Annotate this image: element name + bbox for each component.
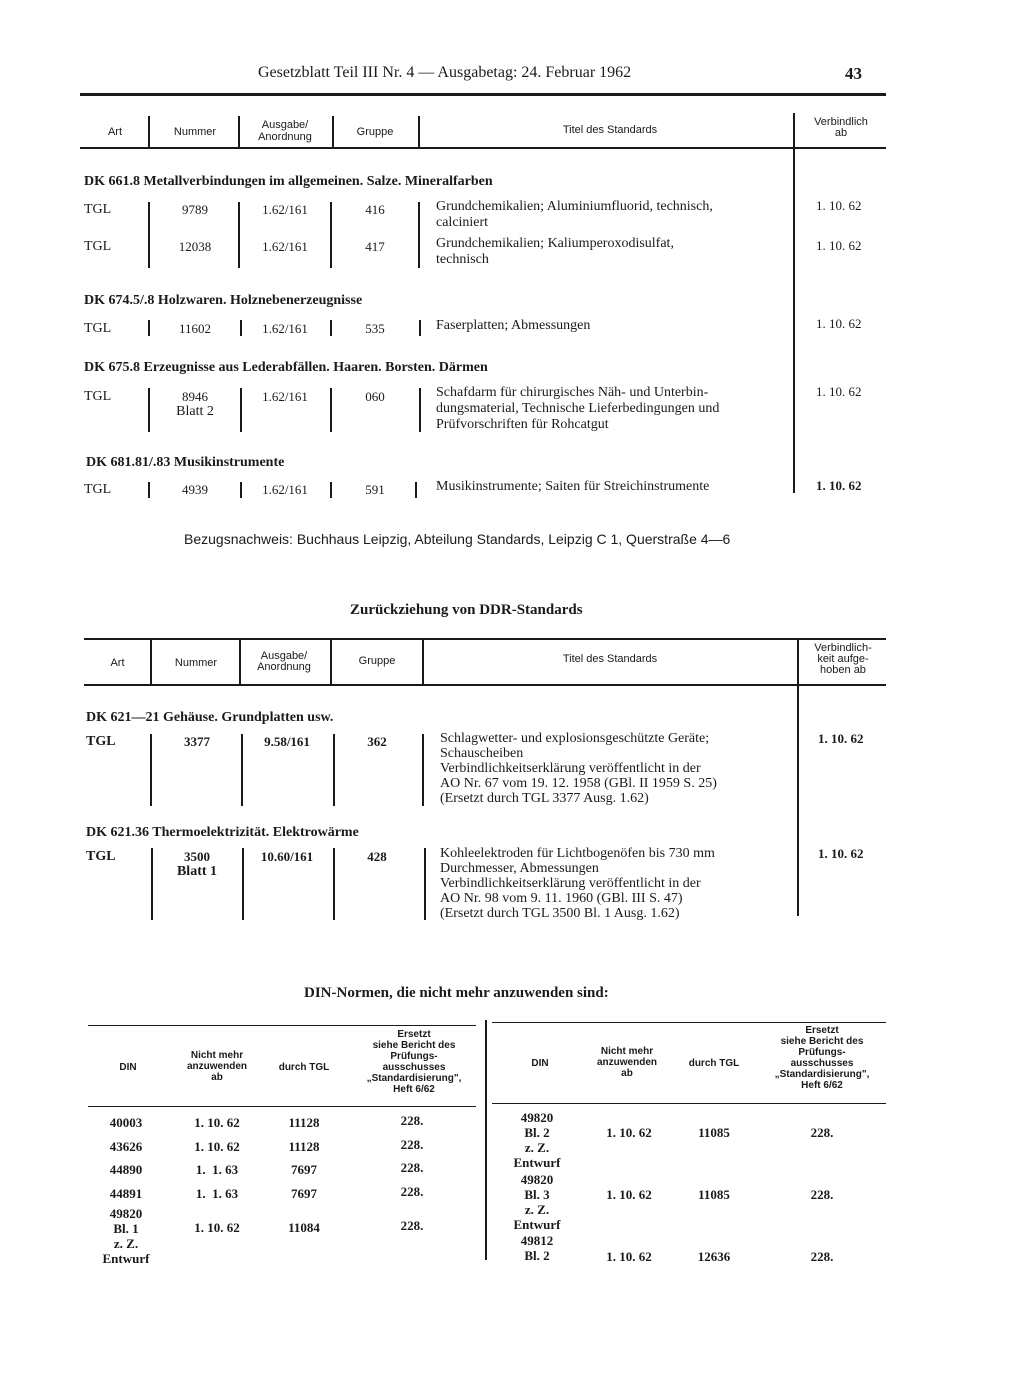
header-line: Prüfungs- [390, 1051, 438, 1062]
din-row-ab: 1. 10. 62 [194, 1220, 240, 1235]
row-ausgabe: 1.62/161 [262, 321, 308, 336]
header-line: Heft 6/62 [393, 1084, 435, 1095]
cell-divider [424, 848, 426, 920]
cell-divider [148, 202, 150, 268]
bezugsnachweis: Bezugsnachweis: Buchhaus Leipzig, Abteilung Standards, Leipzig C 1, Querstraße 4—6 [184, 531, 731, 547]
din-line: Entwurf [102, 1251, 150, 1266]
table1-ab-divider [793, 113, 795, 493]
cell-divider [240, 388, 242, 432]
group-heading: DK 621.36 Thermoelektrizität. Elektrowärme [86, 825, 359, 840]
din-line: Bl. 3 [524, 1187, 550, 1202]
row-gruppe: 535 [365, 321, 385, 336]
din-col-ersetzt [754, 1025, 890, 1091]
row-art: TGL [84, 389, 112, 404]
row-titel [440, 846, 715, 921]
row-ausgabe: 1.62/161 [262, 239, 308, 254]
din-col-tgl: durch TGL [688, 1058, 740, 1069]
cell-divider [419, 388, 421, 432]
header-line: Prüfungs- [798, 1047, 846, 1058]
header-line: anzuwenden [186, 1061, 247, 1072]
table1-header-divider [332, 116, 334, 148]
din-row-ab: 1. 10. 62 [606, 1125, 652, 1140]
row-gruppe: 417 [365, 239, 385, 254]
running-title: Gesetzblatt Teil III Nr. 4 — Ausgabetag: 24. Februar 1962 [258, 64, 632, 81]
group-heading: DK 621—21 Gehäuse. Grundplatten usw. [86, 710, 334, 725]
row-gruppe: 362 [367, 734, 387, 749]
row-art: TGL [86, 734, 116, 749]
row-nummer: 11602 [178, 321, 212, 336]
row-titel: Faserplatten; Abmessungen [436, 318, 591, 333]
row-ab: 1. 10. 62 [816, 238, 862, 253]
row-art: TGL [84, 482, 112, 497]
titel-line: AO Nr. 98 vom 9. 11. 1960 (GBl. III S. 47) [440, 891, 683, 906]
cell-divider [419, 320, 421, 336]
din-row-bericht: 228. [810, 1187, 834, 1202]
din-col-ersetzt [346, 1029, 482, 1095]
table2-header-divider [330, 640, 332, 684]
row-gruppe: 428 [367, 849, 387, 864]
din-row-din: 40003 [109, 1115, 143, 1130]
cell-divider [422, 734, 424, 806]
header-line: Heft 6/62 [801, 1080, 843, 1091]
row-titel: Schafdarm für chirurgisches Näh- und Unterbin- [436, 385, 709, 400]
row-art: TGL [84, 239, 112, 254]
cell-divider [150, 734, 152, 806]
row-ab: 1. 10. 62 [816, 316, 862, 331]
din-line: z. Z. [524, 1140, 550, 1155]
cell-divider [333, 734, 335, 806]
row-gruppe: 416 [365, 202, 385, 217]
din-row-tgl: 11128 [288, 1139, 320, 1154]
din-row-ab: 1. 1. 63 [195, 1186, 239, 1201]
din-line: 49820 [109, 1206, 143, 1221]
row-gruppe: 591 [365, 482, 385, 497]
cell-divider [241, 734, 243, 806]
table1-header-rule [80, 147, 886, 149]
din-row-din: 44890 [109, 1162, 143, 1177]
din-row-tgl: 11128 [288, 1115, 320, 1130]
row-titel: Grundchemikalien; Kaliumperoxodisulfat, [436, 236, 674, 251]
row-nummer: 3377 [184, 734, 210, 749]
row-ausgabe: 1.62/161 [262, 482, 308, 497]
row-ausgabe: 9.58/161 [264, 734, 310, 749]
din-center-divider [485, 1020, 487, 1260]
din-row-bericht: 228. [400, 1137, 424, 1152]
din-line: z. Z. [113, 1236, 139, 1251]
cell-divider [240, 482, 242, 498]
cell-divider [418, 202, 420, 268]
din-col-nicht [172, 1050, 262, 1083]
cell-divider [238, 202, 240, 268]
din-line: Bl. 2 [524, 1248, 550, 1263]
titel-line: Durchmesser, Abmessungen [440, 861, 599, 876]
group-heading: DK 681.81/.83 Musikinstrumente [86, 455, 285, 470]
titel-line: (Ersetzt durch TGL 3377 Ausg. 1.62) [440, 791, 649, 806]
header-line: siehe Bericht des [372, 1040, 456, 1051]
header-line: Ersetzt [805, 1025, 839, 1036]
group-heading: DK 661.8 Metallverbindungen im allgemeinen. Salze. Mineralfarben [84, 174, 493, 189]
din-row-tgl: 7697 [291, 1162, 317, 1177]
din-line: Bl. 2 [524, 1125, 550, 1140]
header-line: ausschusses [382, 1062, 446, 1073]
table2-header-divider [239, 640, 241, 684]
din-row-bericht: 228. [810, 1125, 834, 1140]
cell-divider [330, 320, 332, 336]
titel-line: (Ersetzt durch TGL 3500 Bl. 1 Ausg. 1.62) [440, 906, 680, 921]
din-row-tgl: 11085 [698, 1125, 730, 1140]
titel-line: Verbindlichkeitserklärung veröffentlicht in der [440, 876, 701, 891]
din-row-din [503, 1110, 571, 1170]
row-titel: Prüfvorschriften für Rohcatgut [436, 417, 609, 432]
titel-line: Schlagwetter- und explosionsgeschützte Geräte; [440, 731, 710, 746]
section3-title: DIN-Normen, die nicht mehr anzuwenden sind: [304, 985, 609, 1001]
titel-line: Schauscheiben [440, 746, 524, 761]
din-left-top-rule [88, 1025, 476, 1026]
col-gruppe: Gruppe [358, 655, 396, 667]
cell-divider [148, 320, 150, 336]
row-titel: Grundchemikalien; Aluminiumfluorid, technisch, [436, 199, 713, 214]
din-row-ab: 1. 10. 62 [606, 1249, 652, 1264]
din-line: 49820 [520, 1172, 554, 1187]
table1-header-divider [238, 116, 240, 148]
header-line: ab [211, 1072, 223, 1083]
din-row-ab: 1. 10. 62 [606, 1187, 652, 1202]
titel-line: Kohleelektroden für Lichtbogenöfen bis 730 mm [440, 846, 715, 861]
din-line: Bl. 1 [113, 1221, 139, 1236]
row-ausgabe: 1.62/161 [262, 202, 308, 217]
header-line: Ersetzt [397, 1029, 431, 1040]
col-verbindlichkeit: keit aufge- [817, 653, 869, 665]
din-row-din: 44891 [109, 1186, 143, 1201]
table2-header-divider [422, 640, 424, 684]
din-row-tgl: 11085 [698, 1187, 730, 1202]
din-row-bericht: 228. [400, 1160, 424, 1175]
din-line: 49812 [520, 1233, 554, 1248]
row-ab: 1. 10. 62 [816, 478, 862, 493]
table2-header-divider [150, 640, 152, 684]
row-nummer-blatt: Blatt 1 [176, 864, 218, 879]
col-ausgabe: Ausgabe/ [260, 650, 308, 662]
din-row-bericht: 228. [810, 1249, 834, 1264]
cell-divider [330, 202, 332, 268]
section2-title: Zurückziehung von DDR-Standards [350, 602, 583, 618]
din-col-tgl: durch TGL [278, 1062, 330, 1073]
col-titel: Titel des Standards [562, 124, 658, 136]
row-ab: 1. 10. 62 [818, 846, 864, 861]
header-line: Nicht mehr [600, 1046, 654, 1057]
din-line: 49820 [520, 1110, 554, 1125]
din-row-din [92, 1206, 160, 1266]
row-nummer-blatt: Blatt 2 [176, 404, 214, 419]
din-right-top-rule [492, 1022, 886, 1023]
row-ab: 1. 10. 62 [816, 384, 862, 399]
cell-divider [240, 320, 242, 336]
table2-ab-divider [797, 640, 799, 916]
din-line: Entwurf [513, 1155, 561, 1170]
col-ausgabe: Ausgabe/ [261, 119, 309, 131]
table2-header-rule [84, 684, 886, 686]
din-row-tgl: 11084 [288, 1220, 320, 1235]
row-titel: dungsmaterial, Technische Lieferbedingungen und [436, 401, 720, 416]
col-art: Art [110, 657, 125, 669]
row-titel: technisch [436, 252, 489, 267]
row-nummer: 4939 [182, 482, 208, 497]
col-gruppe: Gruppe [356, 126, 394, 138]
header-line: „Standardisierung", [366, 1073, 462, 1084]
row-ausgabe: 1.62/161 [262, 389, 308, 404]
cell-divider [330, 482, 332, 498]
row-ab: 1. 10. 62 [816, 198, 862, 213]
din-row-ab: 1. 10. 62 [194, 1139, 240, 1154]
header-line: Nicht mehr [190, 1050, 244, 1061]
row-ab: 1. 10. 62 [818, 731, 864, 746]
din-row-bericht: 228. [400, 1113, 424, 1128]
header-rule [80, 93, 886, 96]
row-titel: Musikinstrumente; Saiten für Streichinstrumente [436, 479, 710, 494]
cell-divider [333, 848, 335, 920]
cell-divider [330, 388, 332, 432]
col-titel: Titel des Standards [562, 653, 658, 665]
cell-divider [415, 482, 417, 498]
col-anordnung: Anordnung [258, 131, 312, 143]
din-right-header-rule [492, 1103, 886, 1104]
din-row-bericht: 228. [400, 1218, 424, 1233]
din-left-header-rule [88, 1106, 476, 1107]
din-row-din: 43626 [109, 1139, 143, 1154]
table2-top-rule [84, 638, 886, 640]
col-ab: ab [834, 127, 848, 139]
row-nummer: 9789 [182, 202, 208, 217]
din-row-din [503, 1233, 571, 1263]
header-line: anzuwenden [596, 1057, 657, 1068]
col-nummer: Nummer [173, 126, 217, 138]
titel-line: AO Nr. 67 vom 19. 12. 1958 (GBl. II 1959 S. 25) [440, 776, 717, 791]
col-art: Art [107, 126, 123, 138]
page-number: 43 [845, 64, 862, 83]
header-line: „Standardisierung", [774, 1069, 870, 1080]
col-verbindlichkeit: hoben ab [820, 664, 866, 676]
cell-divider [148, 388, 150, 432]
group-heading: DK 674.5/.8 Holzwaren. Holznebenerzeugnisse [84, 293, 363, 308]
din-row-din [503, 1172, 571, 1232]
din-row-tgl: 12636 [697, 1249, 731, 1264]
col-nummer: Nummer [174, 657, 218, 669]
din-row-bericht: 228. [400, 1184, 424, 1199]
header-line: ab [621, 1068, 633, 1079]
row-titel: calciniert [436, 215, 489, 230]
cell-divider [242, 848, 244, 920]
row-titel [440, 731, 717, 806]
cell-divider [151, 848, 153, 920]
titel-line: Verbindlichkeitserklärung veröffentlicht in der [440, 761, 701, 776]
din-col-din: DIN [531, 1058, 549, 1069]
row-gruppe: 060 [365, 389, 385, 404]
table1-header-divider [418, 116, 420, 148]
din-row-ab: 1. 1. 63 [195, 1162, 239, 1177]
row-ausgabe: 10.60/161 [260, 849, 314, 864]
row-nummer: 8946 [182, 389, 208, 404]
header-line: ausschusses [790, 1058, 854, 1069]
col-anordnung: Anordnung [257, 661, 311, 673]
row-nummer: 12038 [178, 239, 212, 254]
col-verbindlich: Verbindlich [814, 116, 868, 128]
row-art: TGL [86, 849, 116, 864]
din-row-ab: 1. 10. 62 [194, 1115, 240, 1130]
row-art: TGL [84, 321, 112, 336]
table1-header-divider [148, 116, 150, 148]
din-col-nicht [582, 1046, 672, 1079]
row-nummer: 3500 [184, 849, 210, 864]
col-verbindlichkeit: Verbindlich- [814, 642, 872, 654]
header-line: siehe Bericht des [780, 1036, 864, 1047]
din-row-tgl: 7697 [291, 1186, 317, 1201]
din-col-din: DIN [119, 1062, 137, 1073]
din-line: z. Z. [524, 1202, 550, 1217]
cell-divider [148, 482, 150, 498]
din-line: Entwurf [513, 1217, 561, 1232]
group-heading: DK 675.8 Erzeugnisse aus Lederabfällen. Haaren. Borsten. Därmen [84, 360, 488, 375]
row-art: TGL [84, 202, 112, 217]
